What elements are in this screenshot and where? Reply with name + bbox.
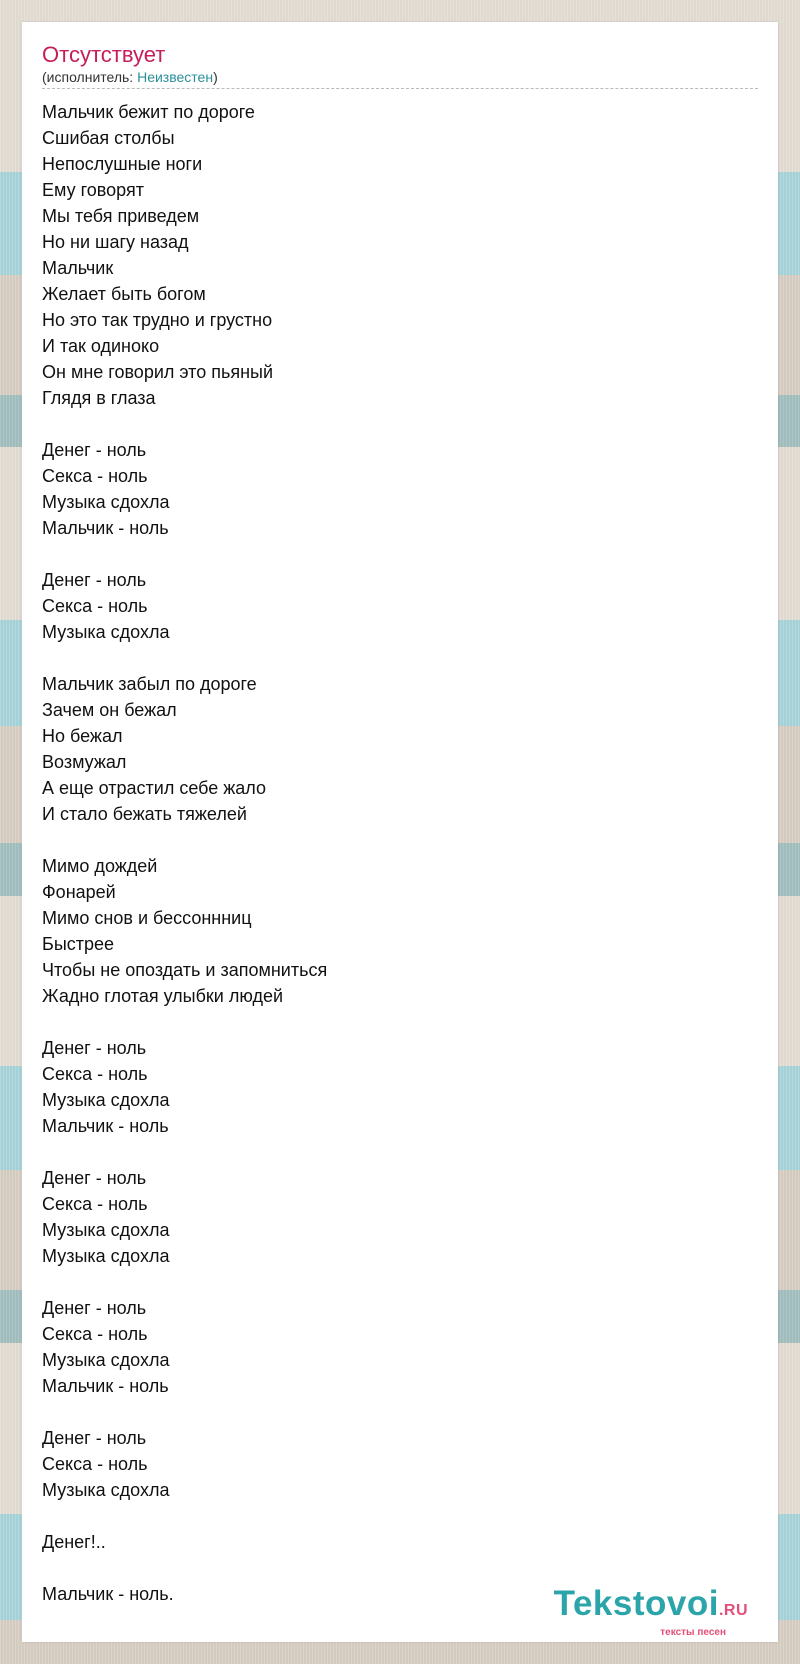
artist-line bbox=[42, 68, 758, 89]
lyric-line bbox=[42, 1269, 758, 1295]
lyric-line: Музыка сдохла bbox=[42, 492, 170, 512]
lyric-line: Денег - ноль bbox=[42, 570, 147, 590]
lyric-line: Музыка сдохла bbox=[42, 1220, 170, 1240]
lyric-line: Денег - ноль bbox=[42, 1428, 147, 1448]
lyric-line: Мальчик забыл по дороге bbox=[42, 674, 257, 694]
lyric-line: Денег - ноль bbox=[42, 1038, 147, 1058]
artist-prefix: (исполнитель: bbox=[42, 69, 138, 85]
lyric-line: Денег - ноль bbox=[42, 1168, 147, 1188]
lyric-line: Секса - ноль bbox=[42, 466, 148, 486]
lyric-line: Но ни шагу назад bbox=[42, 232, 189, 252]
lyric-line: Денег - ноль bbox=[42, 1298, 147, 1318]
lyric-line: Мимо дождей bbox=[42, 856, 158, 876]
site-logo[interactable] bbox=[554, 1586, 748, 1638]
artist-suffix: ) bbox=[213, 69, 218, 85]
logo-tld: .RU bbox=[718, 1602, 748, 1619]
lyric-line: И так одиноко bbox=[42, 336, 160, 356]
logo-brand: Tekstovoi bbox=[553, 1584, 719, 1623]
lyric-line: Музыка сдохла bbox=[42, 1090, 170, 1110]
lyric-line: Музыка сдохла bbox=[42, 1246, 170, 1266]
lyric-line: Денег!.. bbox=[42, 1532, 106, 1552]
song-title: Отсутствует bbox=[42, 42, 166, 67]
lyric-line: Жадно глотая улыбки людей bbox=[42, 986, 284, 1006]
lyric-line: Но это так трудно и грустно bbox=[42, 310, 273, 330]
lyric-line bbox=[42, 1009, 758, 1035]
lyric-line bbox=[42, 827, 758, 853]
lyric-line: Чтобы не опоздать и запомниться bbox=[42, 960, 328, 980]
lyric-line: Секса - ноль bbox=[42, 1454, 148, 1474]
lyrics-card bbox=[22, 22, 778, 1642]
lyric-line bbox=[42, 645, 758, 671]
lyric-line: Мимо снов и бессоннниц bbox=[42, 908, 252, 928]
lyric-line: Ему говорят bbox=[42, 180, 144, 200]
lyric-line: Мальчик - ноль. bbox=[42, 1584, 174, 1604]
lyric-line: Зачем он бежал bbox=[42, 700, 177, 720]
lyric-line: Глядя в глаза bbox=[42, 388, 156, 408]
lyric-line: Мальчик - ноль bbox=[42, 1376, 169, 1396]
lyric-line: А еще отрастил себе жало bbox=[42, 778, 267, 798]
lyric-line: Денег - ноль bbox=[42, 440, 147, 460]
lyric-line: Мальчик бежит по дороге bbox=[42, 102, 255, 122]
lyric-line: Непослушные ноги bbox=[42, 154, 203, 174]
lyric-line: И стало бежать тяжелей bbox=[42, 804, 247, 824]
lyric-line: Мальчик bbox=[42, 258, 114, 278]
lyric-line bbox=[42, 411, 758, 437]
lyric-line: Сшибая столбы bbox=[42, 128, 175, 148]
lyric-line: Быстрее bbox=[42, 934, 115, 954]
lyric-line: Секса - ноль bbox=[42, 1324, 148, 1344]
lyric-line bbox=[42, 1139, 758, 1165]
lyric-line bbox=[42, 1555, 758, 1581]
lyric-line: Музыка сдохла bbox=[42, 1350, 170, 1370]
lyric-line: Музыка сдохла bbox=[42, 622, 170, 642]
lyric-line: Мальчик - ноль bbox=[42, 1116, 169, 1136]
lyric-line: Музыка сдохла bbox=[42, 1480, 170, 1500]
lyric-line: Желает быть богом bbox=[42, 284, 206, 304]
lyric-line: Возмужал bbox=[42, 752, 127, 772]
lyrics-text bbox=[42, 99, 758, 1607]
lyric-line: Он мне говорил это пьяный bbox=[42, 362, 274, 382]
lyric-line: Но бежал bbox=[42, 726, 123, 746]
lyric-line: Мы тебя приведем bbox=[42, 206, 200, 226]
lyric-line bbox=[42, 1399, 758, 1425]
logo-tagline: тексты песен bbox=[660, 1627, 726, 1638]
lyric-line: Секса - ноль bbox=[42, 1194, 148, 1214]
lyric-line bbox=[42, 541, 758, 567]
lyric-line: Секса - ноль bbox=[42, 596, 148, 616]
lyric-line: Фонарей bbox=[42, 882, 116, 902]
lyric-line: Секса - ноль bbox=[42, 1064, 148, 1084]
artist-link[interactable]: Неизвестен bbox=[137, 69, 214, 85]
lyric-line: Мальчик - ноль bbox=[42, 518, 169, 538]
lyric-line bbox=[42, 1503, 758, 1529]
